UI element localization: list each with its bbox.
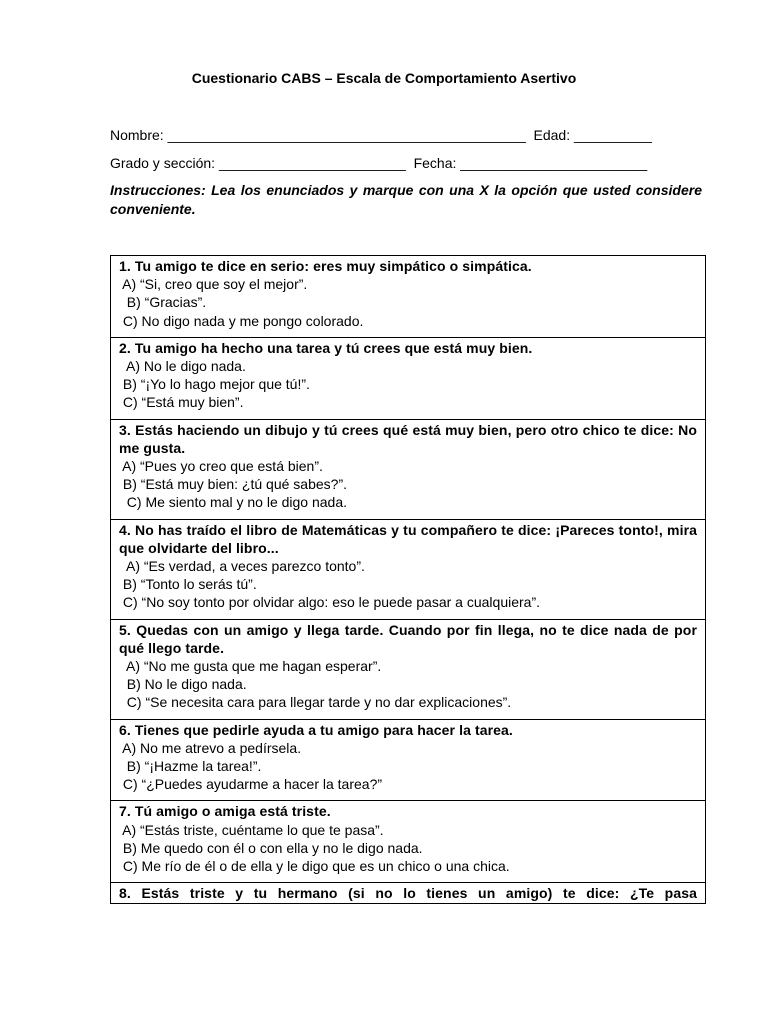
question-row (111, 619, 706, 719)
question-stem: 4. No has traído el libro de Matemáticas y tu compañero te dice: ¡Pareces tonto!, mira que olvidarte del libro... (119, 521, 697, 556)
question-cell (111, 519, 706, 619)
option-b: B) “¡Yo lo hago mejor que tú!”. (119, 376, 310, 393)
question-row (111, 419, 706, 519)
question-cell (111, 419, 706, 519)
question-row (111, 719, 706, 801)
question-stem: 2. Tu amigo ha hecho una tarea y tú crees que está muy bien. (119, 339, 533, 356)
option-c: C) “¿Puedes ayudarme a hacer la tarea?” (119, 776, 383, 793)
option-a: A) “Pues yo creo que está bien”. (119, 458, 323, 475)
question-cell (111, 883, 706, 903)
instructions: Instrucciones: Lea los enunciados y marque con una X la opción que usted considere conveniente. (110, 182, 702, 217)
name-age-line: Nombre: ______________________________________________ Edad: __________ (110, 127, 652, 143)
option-b: B) Me quedo con él o con ella y no le digo nada. (119, 839, 423, 856)
option-a: A) “Si, creo que soy el mejor”. (119, 276, 308, 293)
question-row (111, 883, 706, 903)
option-c: C) “No soy tonto por olvidar algo: eso le puede pasar a cualquiera”. (119, 594, 541, 611)
option-c: C) Me río de él o de ella y le digo que es un chico o una chica. (119, 858, 510, 875)
question-cell (111, 801, 706, 883)
option-c: C) Me siento mal y no le digo nada. (119, 494, 348, 511)
question-row (111, 801, 706, 883)
option-a: A) No me atrevo a pedírsela. (119, 739, 302, 756)
option-c: C) “Está muy bien”. (119, 394, 244, 411)
grade-date-line: Grado y sección: ________________________ Fecha: ________________________ (110, 155, 648, 171)
question-cell (111, 337, 706, 419)
option-c: C) “Se necesita cara para llegar tarde y no dar explicaciones”. (119, 694, 512, 711)
question-stem: 3. Estás haciendo un dibujo y tú crees qué está muy bien, pero otro chico te dice: No me gusta. (119, 421, 697, 456)
option-b: B) “Está muy bien: ¿tú qué sabes?”. (119, 476, 347, 493)
question-stem: 1. Tu amigo te dice en serio: eres muy simpático o simpática. (119, 258, 532, 274)
option-b: B) No le digo nada. (119, 676, 247, 693)
document-title: Cuestionario CABS – Escala de Comportamiento Asertivo (191, 70, 577, 86)
option-b: B) “Gracias”. (119, 294, 207, 311)
option-a: A) “Estás triste, cuéntame lo que te pasa”. (119, 821, 384, 838)
question-row (111, 519, 706, 619)
question-cell (111, 619, 706, 719)
option-a: A) No le digo nada. (119, 358, 246, 375)
question-stem: 8. Estás triste y tu hermano (si no lo tienes un amigo) te dice: ¿Te pasa (119, 885, 697, 902)
option-a: A) “No me gusta que me hagan esperar”. (119, 658, 382, 675)
question-row (111, 256, 706, 338)
question-cell (111, 719, 706, 801)
option-b: B) “Tonto lo serás tú”. (119, 576, 257, 593)
question-stem: 6. Tienes que pedirle ayuda a tu amigo para hacer la tarea. (119, 721, 513, 738)
question-stem: 7. Tú amigo o amiga está triste. (119, 803, 331, 820)
option-c: C) No digo nada y me pongo colorado. (119, 312, 364, 329)
question-cell (111, 256, 706, 338)
questions-table (110, 255, 706, 904)
question-row (111, 337, 706, 419)
option-b: B) “¡Hazme la tarea!”. (119, 758, 262, 775)
question-stem: 5. Quedas con un amigo y llega tarde. Cuando por fin llega, no te dice nada de por qué llego tarde. (119, 621, 697, 656)
option-a: A) “Es verdad, a veces parezco tonto”. (119, 558, 365, 575)
